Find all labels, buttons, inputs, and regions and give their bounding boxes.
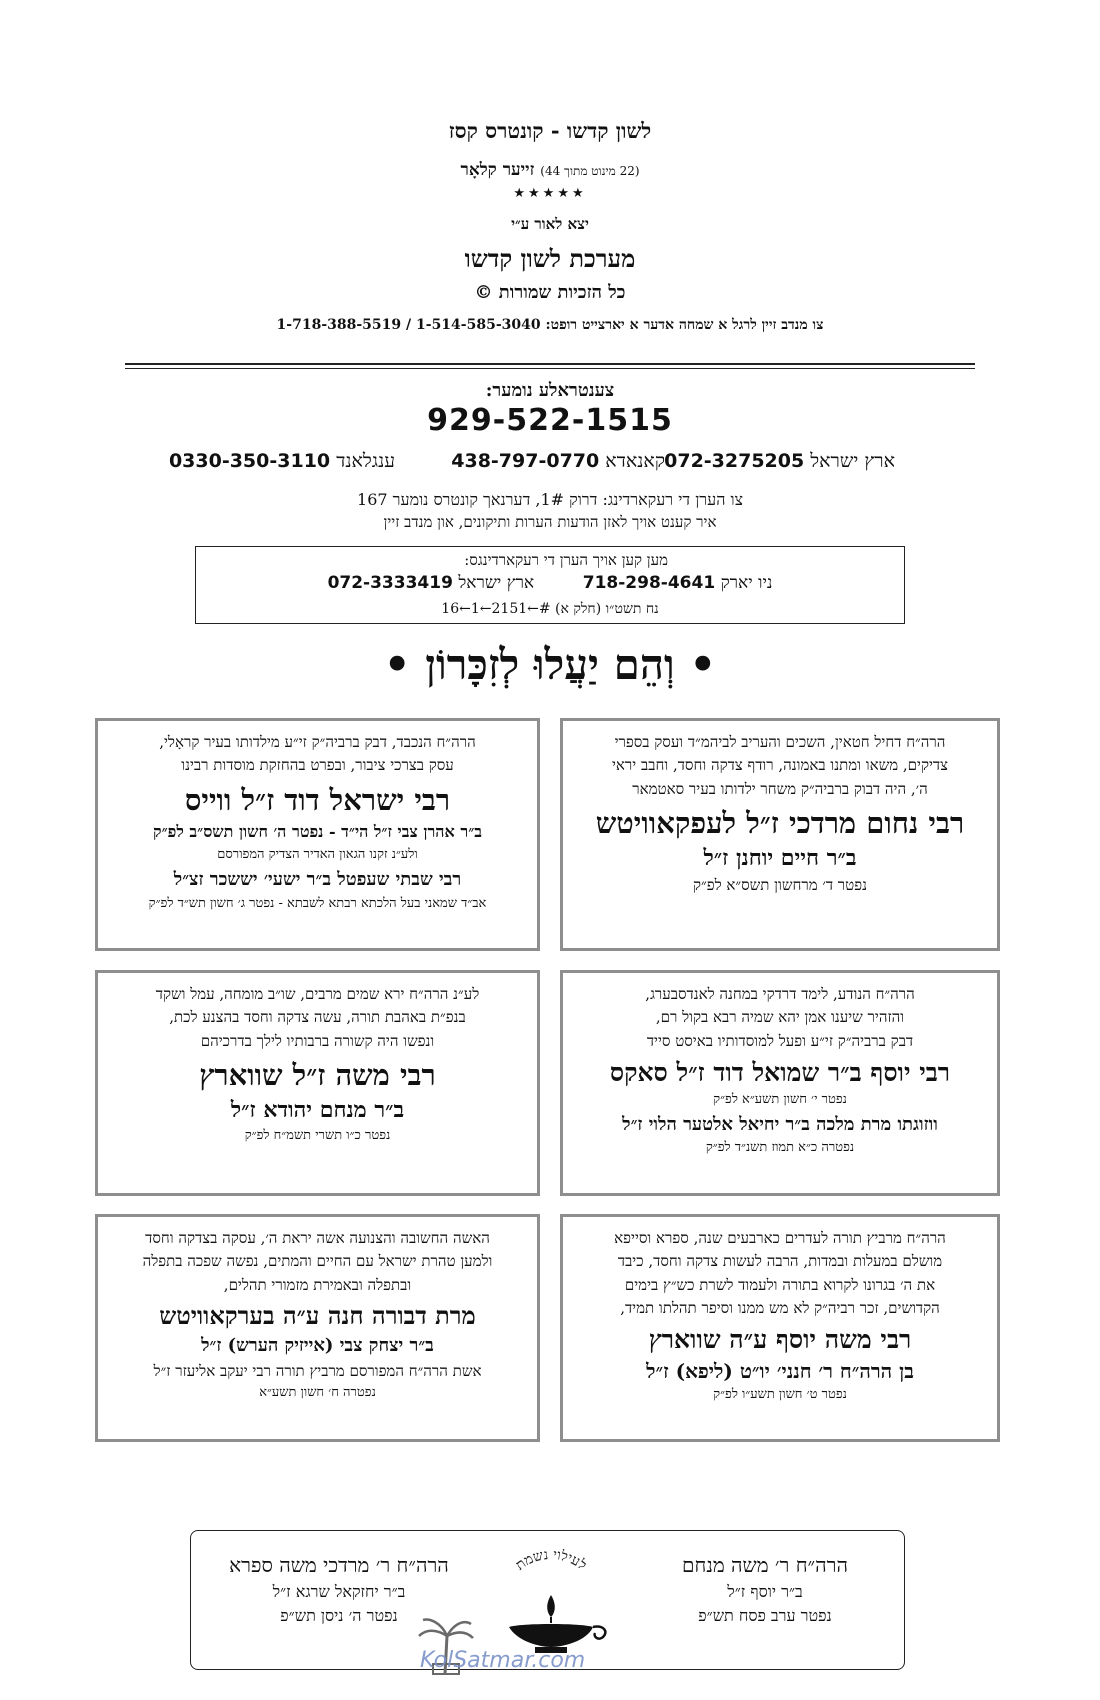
card-text: ולמען טהרת ישראל עם החיים והמתים, נפשה שפכה בתפלה bbox=[142, 1252, 493, 1271]
booklet-title: לשון קדשו - קונטרס קסז bbox=[448, 118, 652, 143]
footer-left-father: ב״ר יחזקאל שרגא ז״ל bbox=[272, 1582, 406, 1601]
card-wife: ווזוגתו מרת מלכה ב״ר יחיאל אלטער הלוי ז״ל bbox=[622, 1113, 938, 1135]
memorial-card-sax bbox=[560, 970, 1000, 1196]
country-phone[interactable]: 072-3275205 bbox=[664, 450, 805, 472]
card-name: רבי נחום מרדכי ז״ל לעפקאוויטש bbox=[595, 805, 965, 840]
listen-line-2: איר קענט אויך לאזן הודעות הערות ותיקונים, און מנדב זיין bbox=[383, 513, 717, 531]
listen-line-1: צו הערן די רעקארדינג: דרוק 1#, דערנאך קונטרס נומער 167 bbox=[357, 490, 743, 509]
card-text: הרה״ח דחיל חטאין, השכים והעריב לביהמ״ד ועסק בספרי bbox=[614, 733, 946, 751]
subtitle-main: זייער קלאָר bbox=[460, 160, 535, 180]
il-number[interactable]: 072-3333419 bbox=[327, 573, 453, 593]
card-name-secondary: רבי שבתי שעפטל ב״ר ישעי׳ יששכר זצ״ל bbox=[173, 868, 462, 890]
country-phone[interactable]: 0330-350-3110 bbox=[168, 450, 331, 472]
double-rule-top bbox=[125, 363, 975, 365]
central-number-label: צענטראלע נומער: bbox=[485, 380, 615, 401]
footer-right-name: הרה״ח ר׳ משה מנחם bbox=[682, 1553, 848, 1577]
memorial-card-berkowitz bbox=[95, 1214, 540, 1442]
country-england bbox=[169, 450, 395, 473]
card-text: והזהיר שיענו אמן יהא שמיה רבא בקול רם, bbox=[655, 1008, 905, 1027]
country-canada bbox=[451, 450, 665, 473]
booklet-subtitle bbox=[0, 160, 1100, 180]
card-date: נפטרה ח׳ חשון תשע״א bbox=[259, 1385, 376, 1401]
subtitle-minutes: (22 מינוט מתוך 44) bbox=[540, 164, 640, 178]
recording-path: נח תשט״ו (חלק א) #←2151←1←16 bbox=[441, 601, 659, 617]
country-phone[interactable]: 438-797-0770 bbox=[451, 450, 600, 472]
card-text: הרה״ח מרביץ תורה לעדרים כארבעים שנה, ספרא וסייפא bbox=[614, 1229, 946, 1247]
footer-right-date: נפטר ערב פסח תש״פ bbox=[698, 1606, 832, 1625]
card-text: ולע״נ זקנו הגאון האדיר הצדיק המפורסם bbox=[217, 846, 418, 862]
card-father: ב״ר חיים יוחנן ז״ל bbox=[703, 845, 857, 872]
page-header bbox=[0, 118, 1100, 334]
country-israel bbox=[664, 450, 895, 473]
central-number-section bbox=[0, 380, 1100, 438]
card-text: את ה׳ בגרונו לקרוא בתורה ולעמוד לשרת כש״ץ בימים bbox=[624, 1275, 936, 1294]
ny-number[interactable]: 718-298-4641 bbox=[582, 573, 716, 593]
listen-instructions bbox=[0, 490, 1100, 532]
country-name: ענגלאנד bbox=[336, 450, 395, 472]
recordings-numbers bbox=[196, 573, 904, 593]
oil-lamp-icon bbox=[491, 1537, 611, 1665]
central-number[interactable]: 929-522-1515 bbox=[427, 403, 673, 438]
country-name: ארץ ישראל bbox=[810, 450, 895, 472]
card-text: לע״נ הרה״ח ירא שמים מרבים, שו״ב מומחה, עמל ושקד bbox=[155, 985, 480, 1003]
card-father: בן הרה״ח ר׳ חנני׳ יו״ט (ליפא) ז״ל bbox=[646, 1359, 914, 1383]
il-label: ארץ ישראל bbox=[458, 573, 535, 593]
memorial-card-schwartz-moshe-yosef bbox=[560, 1214, 1000, 1442]
card-date: נפטר כ״ו תשרי תשמ״ח לפ״ק bbox=[244, 1128, 391, 1144]
card-date: אב״ד שמאני בעל הלכתא רבתא לשבתא - נפטר ג׳ חשון תש״ד לפ״ק bbox=[148, 895, 487, 911]
card-text: הקדושים, זכר רביה״ק לא מש ממנו וסיפר תהלתו תמיד, bbox=[620, 1298, 940, 1317]
card-name: רבי משה ז״ל שווארץ bbox=[199, 1057, 436, 1092]
card-name: רבי ישראל דוד ז״ל ווייס bbox=[184, 782, 451, 817]
recordings-title: מען קען אויך הערן די רעקארדינגס: bbox=[464, 551, 668, 569]
card-text: צדיקים, משאו ומתנו באמונה, רודף צדקה וחסד, וחבב יראי bbox=[612, 756, 948, 775]
organization-name: מערכת לשון קדשו bbox=[464, 244, 636, 273]
memorial-card-schwartz-moshe bbox=[95, 970, 540, 1196]
card-text: הרה״ח הנכבד, דבק ברביה״ק זי״ע מילדותו בעיר קראָלי, bbox=[159, 733, 476, 751]
ny-label: ניו יארק bbox=[720, 573, 773, 593]
card-text: בנפ״ת באהבת תורה, עשה צדקה וחסד בהצנע לכת, bbox=[169, 1008, 466, 1027]
published-by: יצא לאור ע״י bbox=[511, 215, 589, 233]
recordings-box bbox=[195, 546, 905, 624]
card-text: ונפשו היה קשורה ברבותיו לילך בדרכיהם bbox=[200, 1031, 435, 1050]
card-date: נפטר ד׳ מרחשון תשס״א לפ״ק bbox=[693, 876, 867, 895]
card-text: ובתפלה ובאמירת מזמורי תהלים, bbox=[223, 1275, 412, 1294]
card-wife-date: נפטרה כ״א תמוז תשנ״ד לפ״ק bbox=[705, 1140, 855, 1156]
footer-left-name: הרה״ח ר׳ מרדכי משה ספרא bbox=[229, 1553, 449, 1577]
footer-right-entry bbox=[650, 1553, 880, 1626]
footer-center-text: לעילוי נשמת bbox=[512, 1546, 590, 1574]
card-father: ב״ר יצחק צבי (אייזיק הערש) ז״ל bbox=[201, 1335, 434, 1357]
footer-right-father: ב״ר יוסף ז״ל bbox=[727, 1582, 803, 1601]
card-name: מרת דבורה חנה ע״ה בערקאוויטש bbox=[159, 1300, 476, 1330]
card-text: מושלם במעלות ובמדות, הרבה לעשות צדקה וחסד, כיבד bbox=[617, 1252, 943, 1271]
card-date: נפטר י׳ חשון תשע״א לפ״ק bbox=[713, 1091, 847, 1107]
card-father: ב״ר אהרן צבי ז״ל הי״ד - נפטר ה׳ חשון תשס״ב לפ״ק bbox=[153, 822, 482, 842]
country-numbers bbox=[0, 450, 1100, 480]
site-watermark: KolSatmar.com bbox=[420, 1648, 586, 1673]
card-text: דבק ברביה״ק זי״ע ופעל למוסדותיו באיסט סייד bbox=[646, 1031, 914, 1050]
memorial-title: • וְהֵם יַעֲלוּ לְזִכָּרוֹן • bbox=[383, 640, 717, 689]
card-text: אשת הרה״ח המפורסם מרביץ תורה רבי יעקב אליעזר ז״ל bbox=[153, 1362, 482, 1381]
double-rule-bottom bbox=[125, 368, 975, 369]
country-name: קאנאדא bbox=[605, 450, 665, 472]
card-name: רבי משה יוסף ע״ה שווארץ bbox=[648, 1325, 912, 1354]
card-name: רבי יוסף ב״ר שמואל דוד ז״ל סאקס bbox=[609, 1057, 951, 1087]
card-date: נפטר ט׳ חשון תשע״ו לפ״ק bbox=[713, 1387, 847, 1402]
footer-left-date: נפטר ה׳ ניסן תש״פ bbox=[280, 1606, 398, 1625]
rights-notice: כל הזכיות שמורות © bbox=[474, 282, 626, 303]
card-text: ה׳, היה דבוק ברביה״ק משחר ילדותו בעיר סאטמאר bbox=[632, 779, 928, 798]
card-father: ב״ר מנחם יהודא ז״ל bbox=[230, 1097, 405, 1124]
stars-divider: ★★★★★ bbox=[513, 186, 587, 201]
memorial-card-weiss bbox=[95, 718, 540, 951]
card-text: הרה״ח הנודע, לימד דרדקי במחנה לאנדסבערג, bbox=[645, 985, 915, 1003]
card-text: עסק בצרכי ציבור, ובפרט בהחזקת מוסדות רבינו bbox=[181, 756, 454, 775]
card-text: האשה החשובה והצנועה אשה יראת ה׳, עסקה בצדקה וחסד bbox=[145, 1229, 490, 1247]
memorial-card-lefkowitz bbox=[560, 718, 1000, 951]
donor-line: צו מנדב זיין לרגל א שמחה אדער א יארצייט רופט: 1-514-585-3040 / 1-718-388-5519 bbox=[276, 317, 824, 333]
